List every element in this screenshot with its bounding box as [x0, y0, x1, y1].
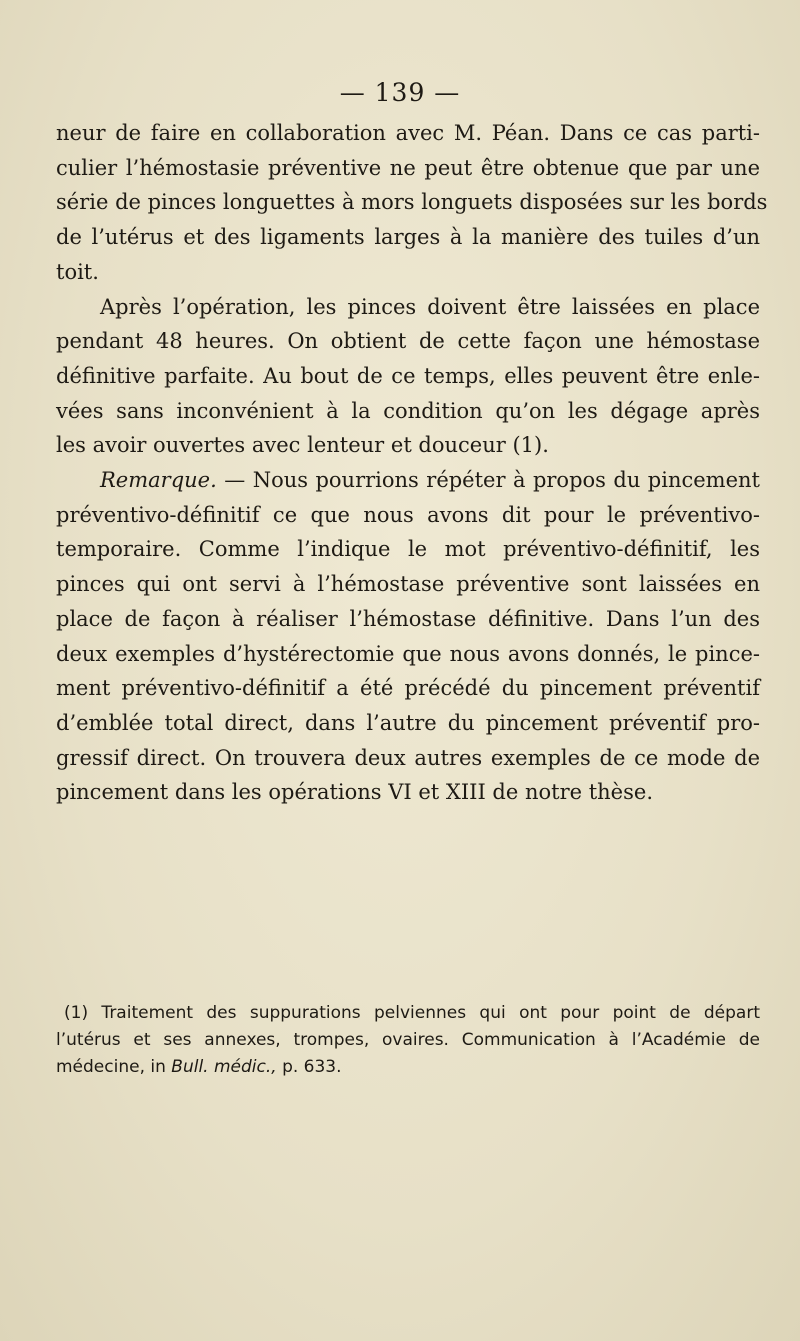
text-line: pinces qui ont servi à l’hémostase préventive sont laissées en — [56, 572, 760, 597]
footnote-journal: Bull. médic., — [171, 1057, 277, 1077]
remarque-text: — Nous pourrions répéter à propos du pincement — [224, 468, 760, 493]
text-line: d’emblée total direct, dans l’autre du pincement préventif pro- — [56, 710, 760, 735]
text-line: préventivo-définitif ce que nous avons dit pour le préventivo- — [56, 502, 760, 527]
footnote — [56, 1000, 760, 1081]
text-line: pincement dans les opérations VI et XIII de notre thèse. — [56, 780, 653, 805]
text-line: vées sans inconvénient à la condition qu’on les dégage après — [56, 398, 760, 423]
text-line: les avoir ouvertes avec lenteur et douceur (1). — [56, 433, 549, 458]
text-line: série de pinces longuettes à mors longuets disposées sur les bords — [56, 190, 768, 215]
footnote-line — [56, 1054, 760, 1081]
text-line: de l’utérus et des ligaments larges à la manière des tuiles d’un — [56, 225, 760, 250]
text-line: ment préventivo-définitif a été précédé du pincement préventif — [56, 676, 760, 701]
text-line: culier l’hémostasie préventive ne peut être obtenue que par une — [56, 155, 760, 180]
page-number: — 139 — — [339, 78, 461, 107]
text-line: définitive parfaite. Au bout de ce temps, elles peuvent être enle- — [56, 363, 760, 388]
footnote-line: (1) Traitement des suppurations pelviennes qui ont pour point de départ — [64, 1003, 760, 1023]
footnote-page: p. 633. — [282, 1057, 342, 1077]
footnote-prefix: médecine, in — [56, 1057, 172, 1077]
text-line: toit. — [56, 259, 99, 284]
text-line: place de façon à réaliser l’hémostase définitive. Dans l’un des — [56, 606, 760, 631]
text-line: deux exemples d’hystérectomie que nous avons donnés, le pince- — [56, 641, 760, 666]
remarque-line — [56, 463, 760, 498]
text-line: neur de faire en collaboration avec M. Péan. Dans ce cas parti- — [56, 121, 760, 145]
text-line: Après l’opération, les pinces doivent être laissées en place — [100, 294, 760, 319]
body-text — [56, 116, 768, 810]
remarque-label: Remarque. — [100, 468, 217, 493]
text-line: gressif direct. On trouvera deux autres exemples de ce mode de — [56, 745, 760, 770]
footnote-line: l’utérus et ses annexes, trompes, ovaires. Communication à l’Académie de — [56, 1030, 760, 1050]
text-line: temporaire. Comme l’indique le mot préventivo-définitif, les — [56, 537, 760, 562]
text-line: pendant 48 heures. On obtient de cette façon une hémostase — [56, 329, 760, 354]
